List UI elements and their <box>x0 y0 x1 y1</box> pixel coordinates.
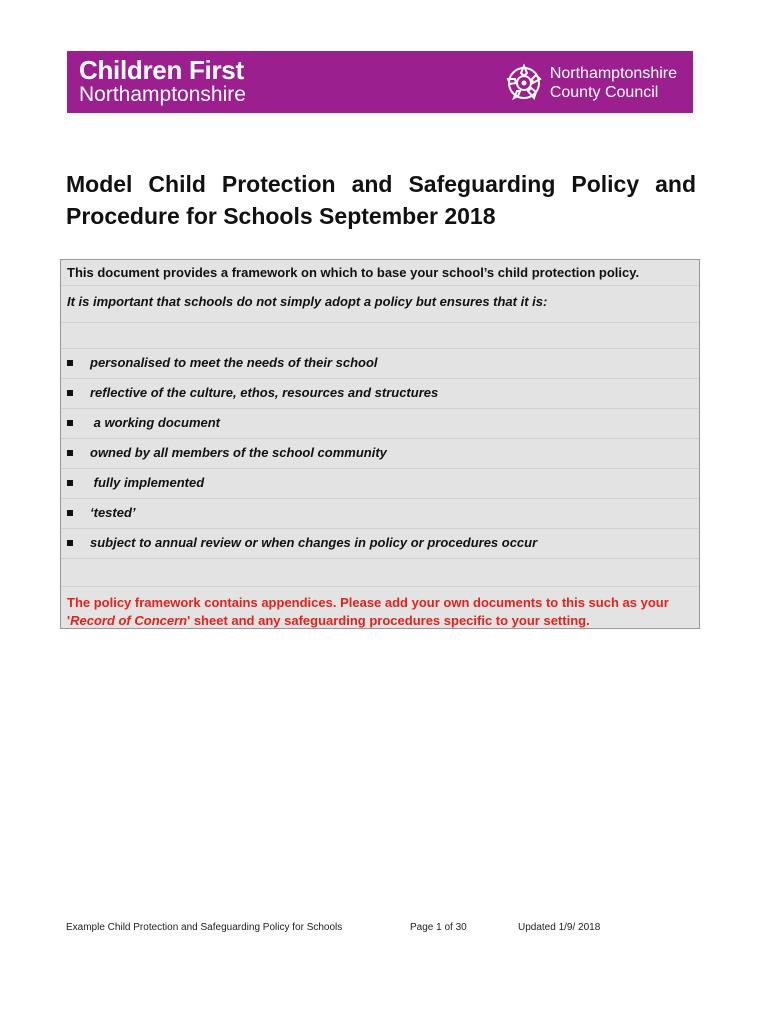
council-logo <box>504 63 677 103</box>
list-item: subject to annual review or when changes in policy or procedures occur <box>67 535 537 550</box>
list-item: ‘tested’ <box>67 505 136 520</box>
council-line-1: Northamptonshire <box>549 65 677 82</box>
list-item: owned by all members of the school community <box>67 445 387 460</box>
bullet-icon <box>67 450 73 456</box>
council-line-2: County Council <box>549 84 659 101</box>
footer-updated-date: Updated 1/9/ 2018 <box>518 922 601 933</box>
bullet-icon <box>67 540 73 546</box>
footer-document-name: Example Child Protection and Safeguarding Policy for Schools <box>66 922 343 933</box>
rose-crest-icon <box>504 63 544 103</box>
footer-page-number: Page 1 of 30 <box>410 922 467 933</box>
intro-text: This document provides a framework on which to base your school’s child protection policy. <box>67 265 640 280</box>
bullet-icon <box>67 480 73 486</box>
logo-line-1: Children First <box>79 55 244 85</box>
header-banner <box>67 51 693 113</box>
appendices-note: The policy framework contains appendices. Please add your own documents to this such as your 'Record of Concern' sheet and any safeguarding procedures specific to your setting. <box>67 595 669 628</box>
list-item: fully implemented <box>67 475 204 490</box>
policy-guidance-box <box>60 259 700 629</box>
logo-line-2: Northamptonshire <box>79 83 246 106</box>
intro-subtext: It is important that schools do not simply adopt a policy but ensures that it is: <box>67 294 548 309</box>
list-item: a working document <box>67 415 220 430</box>
list-item: reflective of the culture, ethos, resources and structures <box>67 385 438 400</box>
document-title: Model Child Protection and Safeguarding Policy and Procedure for Schools September 2018 <box>66 171 696 229</box>
bullet-icon <box>67 510 73 516</box>
bullet-icon <box>67 360 73 366</box>
list-item: personalised to meet the needs of their school <box>67 355 378 370</box>
children-first-logo <box>79 56 246 106</box>
bullet-icon <box>67 420 73 426</box>
bullet-icon <box>67 390 73 396</box>
